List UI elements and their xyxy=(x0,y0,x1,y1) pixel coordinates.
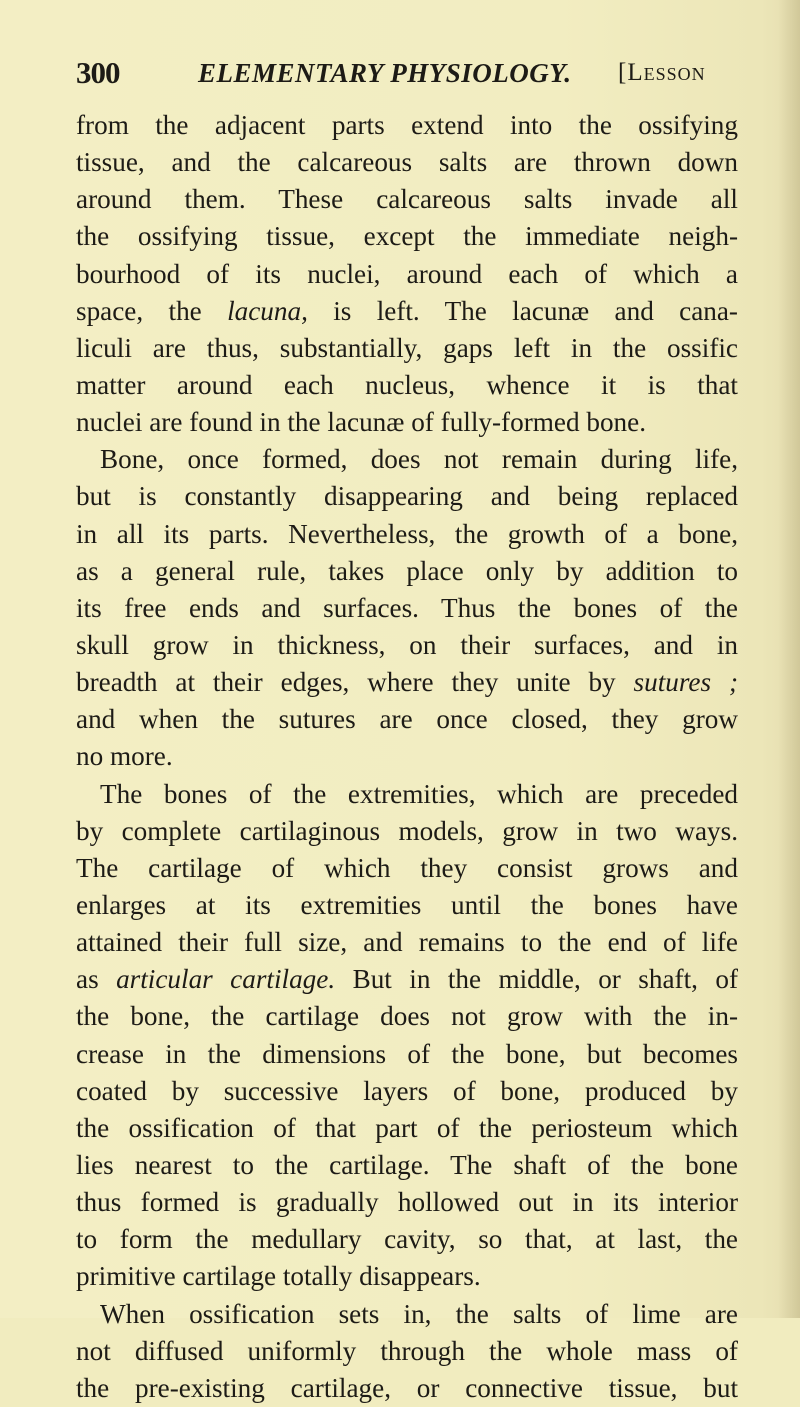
text-line: coated by successive layers of bone, produced by xyxy=(76,1075,738,1106)
body-text xyxy=(76,107,738,1407)
running-header xyxy=(76,48,776,98)
text-line: The bones of the extremities, which are preceded xyxy=(100,778,738,809)
text-line: but is constantly disappearing and being replaced xyxy=(76,481,738,512)
page-number: 300 xyxy=(76,55,120,90)
text-line: liculi are thus, substantially, gaps left in the ossific xyxy=(76,332,738,363)
text-line: the ossifying tissue, except the immediate neigh- xyxy=(76,221,738,252)
text-line: primitive cartilage totally disappears. xyxy=(76,1261,481,1292)
text-line: When ossification sets in, the salts of lime are xyxy=(100,1298,738,1329)
text-line: nuclei are found in the lacunæ of fully-formed bone. xyxy=(76,407,646,438)
text-line: the ossification of that part of the periosteum which xyxy=(76,1112,738,1143)
text-line: thus formed is gradually hollowed out in its interior xyxy=(76,1187,738,1218)
text-line: Bone, once formed, does not remain during life, xyxy=(100,444,738,475)
text-line: as articular cartilage. But in the middle, or shaft, of xyxy=(76,964,738,995)
text-line: not diffused uniformly through the whole mass of xyxy=(76,1335,738,1366)
text-line: enlarges at its extremities until the bones have xyxy=(76,889,738,920)
text-line: around them. These calcareous salts invade all xyxy=(76,184,738,215)
text-line: as a general rule, takes place only by addition to xyxy=(76,555,738,586)
text-line: attained their full size, and remains to the end of life xyxy=(76,927,738,958)
text-line: its free ends and surfaces. Thus the bones of the xyxy=(76,592,738,623)
text-line: lies nearest to the cartilage. The shaft of the bone xyxy=(76,1149,738,1180)
text-line: no more. xyxy=(76,741,173,772)
text-line: to form the medullary cavity, so that, at last, the xyxy=(76,1224,738,1255)
text-line: matter around each nucleus, whence it is that xyxy=(76,369,738,400)
text-line: in all its parts. Nevertheless, the growth of a bone, xyxy=(76,518,738,549)
text-line: skull grow in thickness, on their surfaces, and in xyxy=(76,629,738,660)
text-line: by complete cartilaginous models, grow in two ways. xyxy=(76,815,738,846)
text-line: bourhood of its nuclei, around each of which a xyxy=(76,258,738,289)
text-line: the pre-existing cartilage, or connective tissue, but xyxy=(76,1372,738,1403)
page-edge-shadow xyxy=(778,0,800,1318)
text-line: and when the sutures are once closed, they grow xyxy=(76,704,738,735)
text-line: space, the lacuna, is left. The lacunæ and cana- xyxy=(76,295,738,326)
section-label: [Lesson xyxy=(618,59,706,86)
text-line: the bone, the cartilage does not grow with the in- xyxy=(76,1001,738,1032)
text-line: The cartilage of which they consist grows and xyxy=(76,852,738,883)
text-line: crease in the dimensions of the bone, but becomes xyxy=(76,1038,738,1069)
running-title: ELEMENTARY PHYSIOLOGY. xyxy=(198,58,572,88)
text-line: from the adjacent parts extend into the ossifying xyxy=(76,110,738,140)
text-line: tissue, and the calcareous salts are thrown down xyxy=(76,147,738,178)
text-line: breadth at their edges, where they unite by sutures ; xyxy=(76,667,738,698)
